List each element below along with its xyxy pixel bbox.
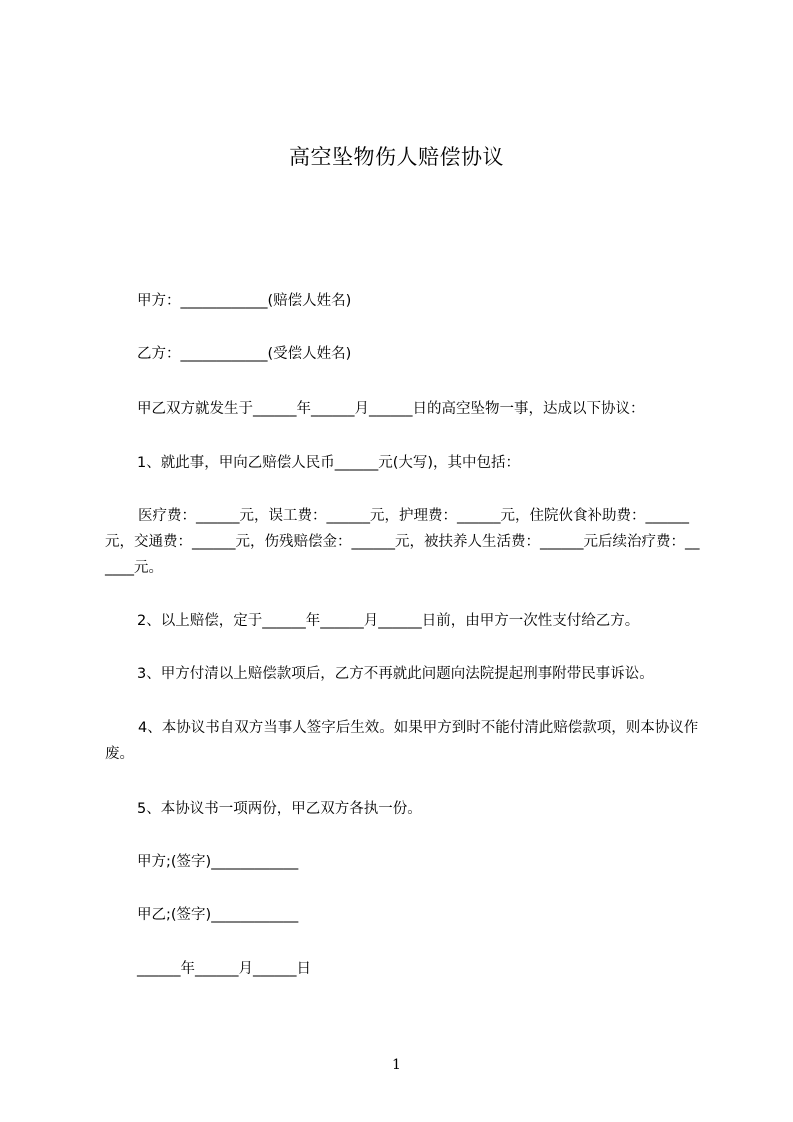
date-line: ______年______月______日 xyxy=(137,961,311,977)
clause-5: 5、本协议书一项两份，甲乙双方各执一份。 xyxy=(137,801,422,817)
clause-3: 3、甲方付清以上赔偿款项后，乙方不再就此问题向法院提起刑事附带民事诉讼。 xyxy=(137,666,654,682)
clause-4: 4、本协议书自双方当事人签字后生效。如果甲方到时不能付清此赔偿款项，则本协议作废。 xyxy=(105,720,699,762)
clause-2: 2、以上赔偿，定于______年______月______日前，由甲方一次性支付给乙方。 xyxy=(137,613,640,629)
intro-paragraph: 甲乙双方就发生于______年______月______日的高空坠物一事，达成以下协议： xyxy=(137,401,645,417)
party-a-line: 甲方：____________(赔偿人姓名) xyxy=(137,293,352,309)
party-b-line: 乙方：____________(受偿人姓名) xyxy=(137,346,352,362)
document-title: 高空坠物伤人赔偿协议 xyxy=(289,145,504,169)
signature-party-b: 甲乙;(签字)____________ xyxy=(137,907,299,923)
signature-party-a: 甲方;(签字)____________ xyxy=(137,854,299,870)
clause-1: 1、就此事，甲向乙赔偿人民币______元(大写)，其中包括： xyxy=(137,455,521,471)
page-number: 1 xyxy=(392,1057,401,1073)
clause-1-items: 医疗费：______元，误工费：______元，护理费：______元，住院伙食补助费：______元，交通费：______元，伤残赔偿金：______元，被扶养人生活费：______元后续治疗费：______元。 xyxy=(105,508,700,576)
